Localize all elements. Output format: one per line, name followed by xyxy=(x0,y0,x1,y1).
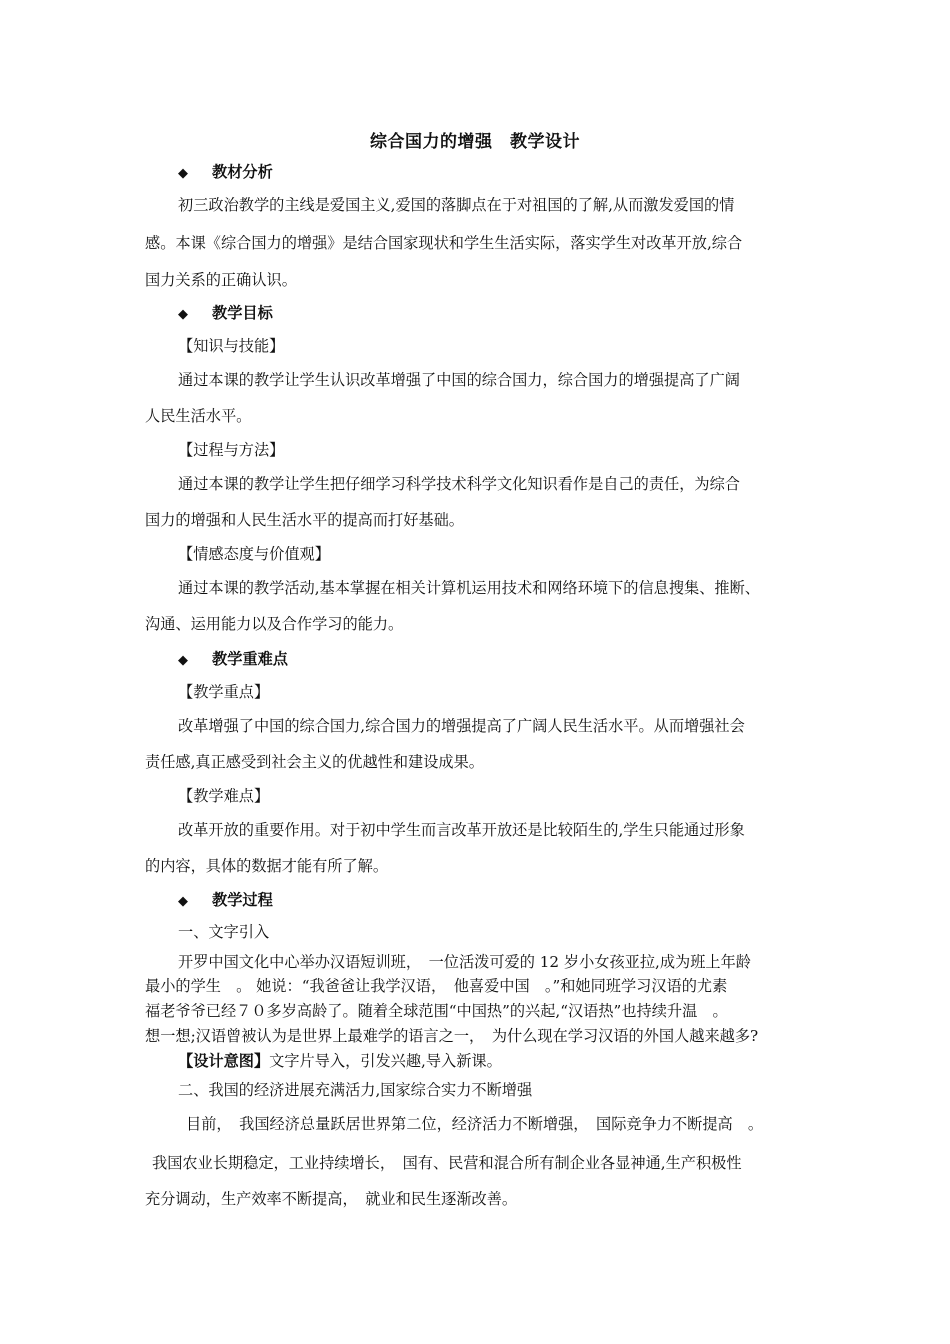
paragraph-line: 通过本课的教学让学生把仔细学习科学技术科学文化知识看作是自己的责任，为综合 xyxy=(178,475,740,493)
section-heading-label: 教材分析 xyxy=(212,163,273,181)
diamond-bullet-icon: ◆ xyxy=(178,894,188,909)
section-heading-teaching-process xyxy=(178,890,273,912)
section-heading-label: 教学重难点 xyxy=(212,650,288,668)
step-two-heading: 二、我国的经济进展充满活力,国家综合实力不断增强 xyxy=(178,1081,533,1099)
section-heading-label: 教学过程 xyxy=(212,891,273,909)
page-title: 综合国力的增强 教学设计 xyxy=(370,132,580,152)
design-intent-line xyxy=(178,1051,502,1071)
paragraph-line: 责任感,真正感受到社会主义的优越性和建设成果。 xyxy=(145,753,484,771)
section-heading-material-analysis xyxy=(178,162,273,184)
paragraph-line: 改革开放的重要作用。对于初中学生而言改革开放还是比较陌生的,学生只能通过形象 xyxy=(178,821,745,839)
paragraph-line: 开罗中国文化中心举办汉语短训班， 一位活泼可爱的 12 岁小女孩亚拉,成为班上年龄 xyxy=(178,953,751,971)
step-one-heading: 一、文字引入 xyxy=(178,923,270,941)
section-heading-key-difficult-points xyxy=(178,649,288,671)
paragraph-line: 国力关系的正确认识。 xyxy=(145,271,297,289)
diamond-bullet-icon: ◆ xyxy=(178,166,188,181)
paragraph-line: 人民生活水平。 xyxy=(145,407,252,425)
paragraph-line: 最小的学生 。 她说：“我爸爸让我学汉语， 他喜爱中国 。”和她同班学习汉语的尤素 xyxy=(145,977,728,995)
design-intent-text: 文字片导入，引发兴趣,导入新课。 xyxy=(269,1052,502,1070)
paragraph-line: 通过本课的教学让学生认识改革增强了中国的综合国力，综合国力的增强提高了广阔 xyxy=(178,371,740,389)
design-intent-label: 【设计意图】 xyxy=(178,1052,270,1070)
paragraph-line: 充分调动，生产效率不断提高， 就业和民生逐渐改善。 xyxy=(145,1190,518,1208)
paragraph-line: 的内容，具体的数据才能有所了解。 xyxy=(145,857,388,875)
subheading-process-method: 【过程与方法】 xyxy=(178,441,285,459)
subheading-key-points: 【教学重点】 xyxy=(178,683,270,701)
section-heading-label: 教学目标 xyxy=(212,304,273,322)
subheading-difficult-points: 【教学难点】 xyxy=(178,787,270,805)
paragraph-line: 国力的增强和人民生活水平的提高而打好基础。 xyxy=(145,511,464,529)
paragraph-line: 初三政治教学的主线是爱国主义,爱国的落脚点在于对祖国的了解,从而激发爱国的情 xyxy=(178,196,735,214)
paragraph-line: 改革增强了中国的综合国力,综合国力的增强提高了广阔人民生活水平。从而增强社会 xyxy=(178,717,745,735)
paragraph-line: 沟通、运用能力以及合作学习的能力。 xyxy=(145,615,404,633)
paragraph-line: 感。本课《综合国力的增强》是结合国家现状和学生生活实际，落实学生对改革开放,综合 xyxy=(145,234,743,252)
paragraph-line: 福老爷爷已经７０多岁高龄了。随着全球范围“中国热”的兴起,“汉语热”也持续升温 。 xyxy=(145,1002,728,1020)
subheading-knowledge-skills: 【知识与技能】 xyxy=(178,337,285,355)
paragraph-line: 想一想;汉语曾被认为是世界上最难学的语言之一， 为什么现在学习汉语的外国人越来越多? xyxy=(145,1027,759,1045)
diamond-bullet-icon: ◆ xyxy=(178,653,188,668)
paragraph-line: 目前， 我国经济总量跃居世界第二位，经济活力不断增强， 国际竞争力不断提高 。 xyxy=(186,1115,764,1133)
paragraph-line: 我国农业长期稳定，工业持续增长， 国有、民营和混合所有制企业各显神通,生产积极性 xyxy=(152,1154,742,1172)
subheading-emotion-values: 【情感态度与价值观】 xyxy=(178,545,330,563)
diamond-bullet-icon: ◆ xyxy=(178,307,188,322)
paragraph-line: 通过本课的教学活动,基本掌握在相关计算机运用技术和网络环境下的信息搜集、推断、 xyxy=(178,579,760,597)
section-heading-teaching-goals xyxy=(178,303,273,325)
